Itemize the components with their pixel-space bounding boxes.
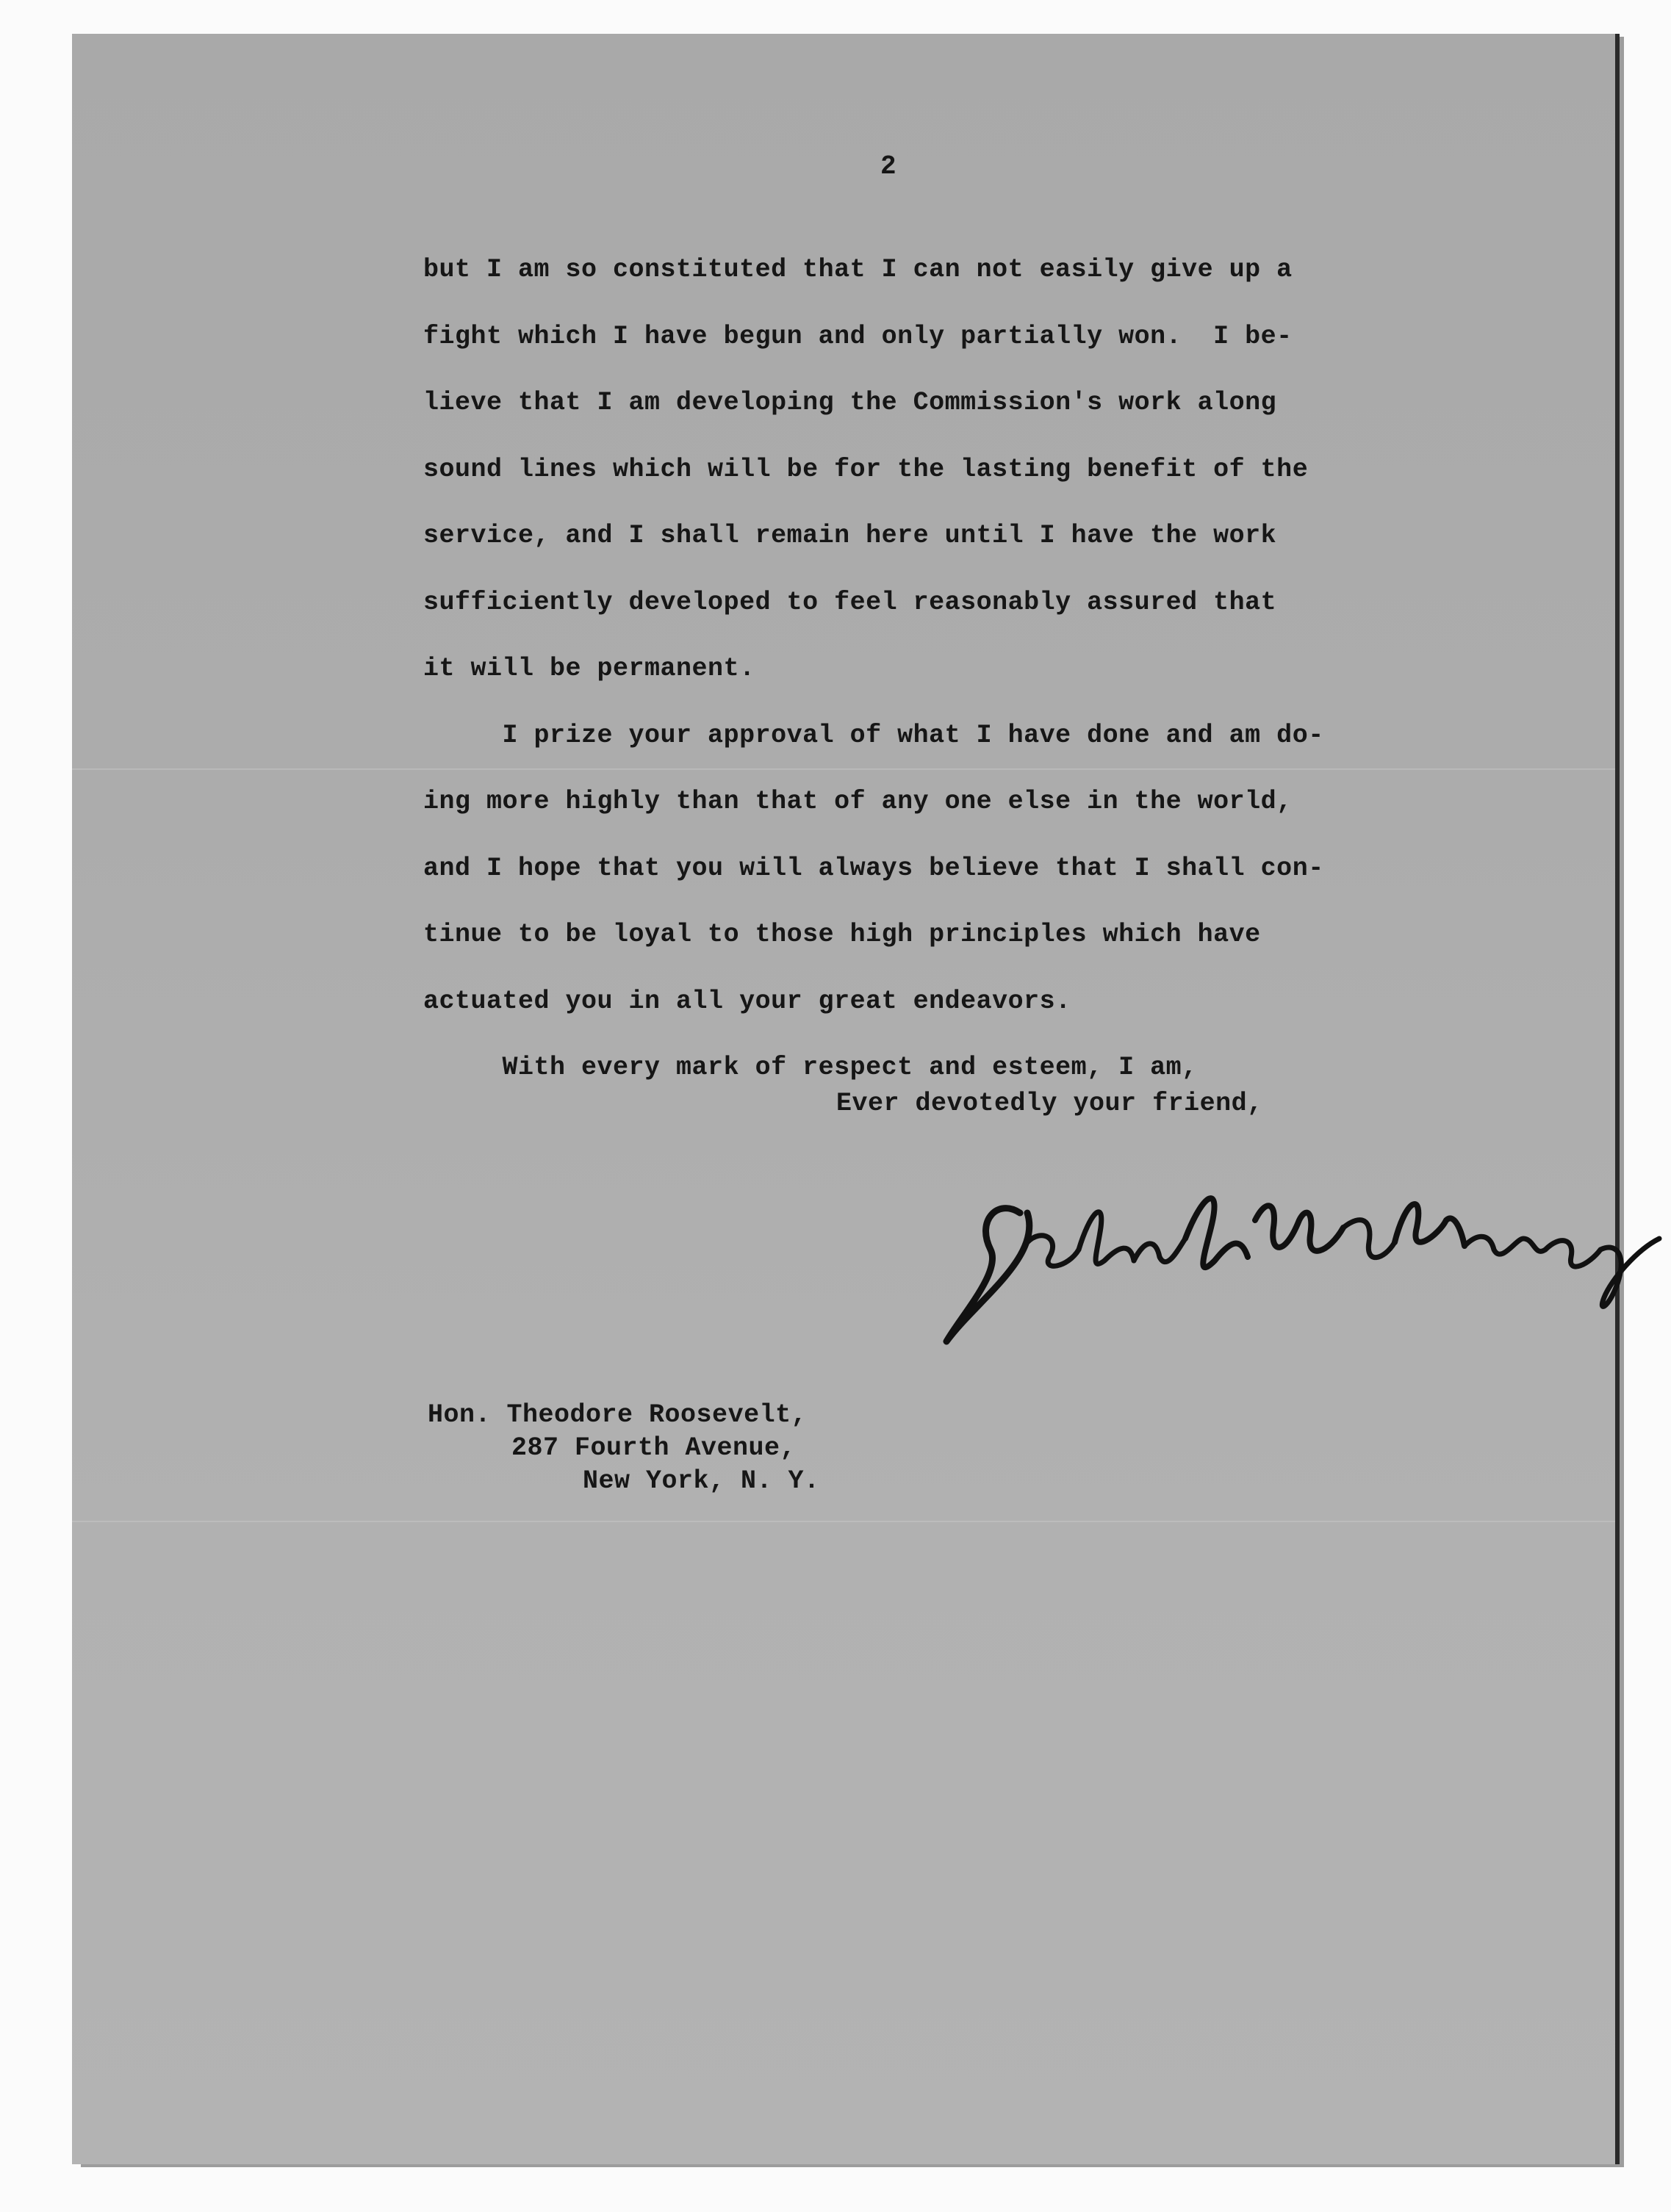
body-line: service, and I shall remain here until I have the work	[423, 521, 1277, 550]
body-line: With every mark of respect and esteem, I am,	[423, 1053, 1198, 1082]
page-number: 2	[880, 151, 897, 181]
letter-body	[423, 237, 1437, 1101]
letter-page	[72, 34, 1615, 2164]
body-line: I prize your approval of what I have done and am do-	[423, 720, 1324, 750]
body-line: ing more highly than that of any one else in the world,	[423, 787, 1293, 816]
body-line: sound lines which will be for the lasting benefit of the	[423, 454, 1309, 484]
body-line: and I hope that you will always believe that I shall con-	[423, 853, 1324, 883]
recipient-address	[428, 1399, 820, 1498]
body-line: actuated you in all your great endeavors.	[423, 986, 1071, 1016]
body-line: lieve that I am developing the Commission's work along	[423, 388, 1277, 417]
address-line-name: Hon. Theodore Roosevelt,	[428, 1400, 808, 1430]
address-line-city: New York, N. Y.	[583, 1466, 820, 1496]
letter-content	[72, 34, 1615, 2164]
body-line: sufficiently developed to feel reasonably assured that	[423, 587, 1277, 617]
closing-salutation: Ever devotedly your friend,	[836, 1089, 1263, 1118]
body-line: but I am so constituted that I can not easily give up a	[423, 255, 1293, 284]
address-line-street: 287 Fourth Avenue,	[511, 1433, 797, 1463]
body-line: tinue to be loyal to those high principles which have	[423, 920, 1261, 949]
handwritten-signature	[932, 1169, 1667, 1360]
body-line: it will be permanent.	[423, 654, 755, 683]
body-line: fight which I have begun and only partially won. I be-	[423, 321, 1293, 351]
